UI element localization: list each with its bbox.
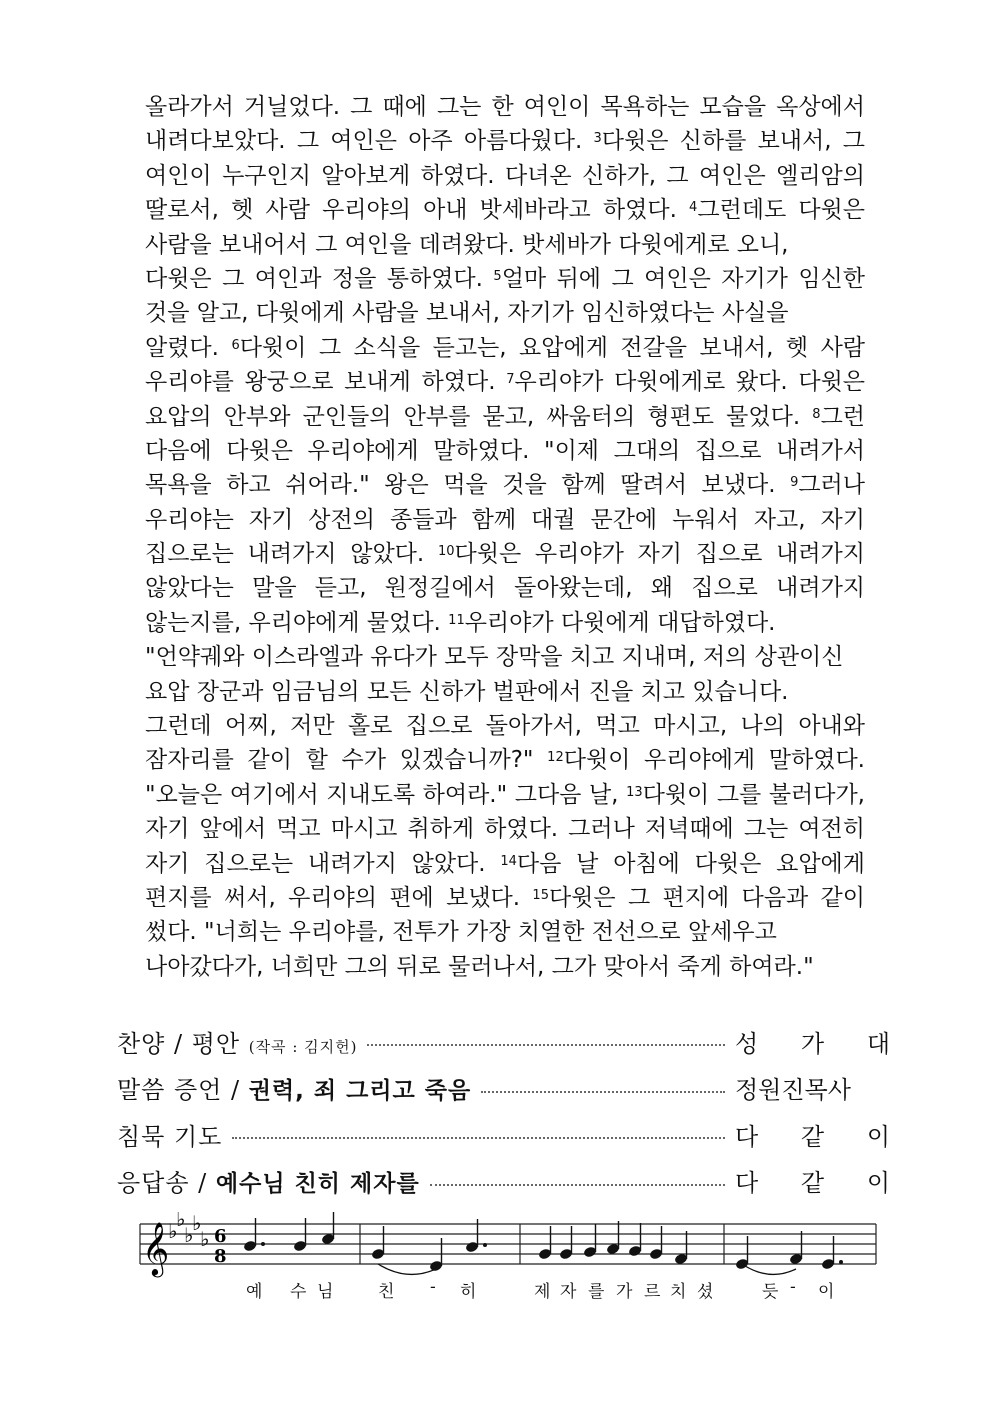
verse-number: 12 (547, 750, 564, 766)
verse-number: 10 (437, 544, 455, 560)
verse-number: 15 (532, 887, 549, 903)
order-leader: 정원진목사 (735, 1076, 851, 1105)
scripture-text-segment: 다윗은 그 편지에 다음과 같이 (548, 884, 865, 911)
treble-clef-icon: 𝄞 (142, 1221, 170, 1275)
leader-dots (232, 1137, 725, 1139)
scripture-text-segment: 우리야가 다윗에게로 왔다. 다윗은 (514, 369, 866, 396)
scripture-text-segment: 우리야를 왕궁으로 보내게 하였다. (145, 369, 507, 396)
scripture-text-segment: 자기 앞에서 먹고 마시고 취하게 하였다. 그러나 저녁때에 그는 여전히 (145, 816, 865, 843)
scripture-line (145, 640, 865, 674)
lyric-syllable: 르 (644, 1282, 661, 1302)
lyric-syllable: 듯 (762, 1282, 779, 1302)
order-composer: (작곡 : 김지헌) (248, 1037, 358, 1056)
order-title (117, 1163, 420, 1198)
order-label: 응답송 / (117, 1169, 216, 1198)
order-row (117, 1111, 890, 1158)
note-dot (483, 1243, 487, 1247)
svg-text:♭: ♭ (184, 1223, 194, 1247)
lyric-syllable: 제 (534, 1282, 551, 1302)
scripture-text-segment: 것을 알고, 다윗에게 사람을 보내서, 자기가 임신하였다는 사실을 (145, 300, 789, 327)
scripture-text-segment: 잠자리를 같이 할 수가 있겠습니까?" (145, 747, 548, 774)
scripture-text-segment: 다윗은 신하를 보내서, 그 (601, 128, 865, 155)
scripture-text-segment: 나아갔다가, 너희만 그의 뒤로 물러나서, 그가 맞아서 죽게 하여라." (145, 953, 814, 980)
slur (742, 1264, 796, 1274)
scripture-text-segment: 썼다. "너희는 우리야를, 전투가 가장 치열한 전선으로 앞세우고 (145, 919, 777, 946)
order-bold-title: 권력, 죄 그리고 죽음 (248, 1078, 472, 1105)
scripture-line (145, 571, 865, 605)
scripture-text-segment: 다윗이 우리야에게 말하였다. (563, 747, 865, 774)
scripture-line (145, 950, 865, 984)
verse-number: 13 (626, 784, 643, 800)
svg-text:♭: ♭ (192, 1212, 202, 1235)
scripture-line (145, 812, 865, 846)
scripture-text-segment: 우리야는 자기 상전의 종들과 함께 대궐 문간에 누워서 자고, 자기 (145, 506, 865, 533)
order-bold-title: 예수님 친히 제자를 (215, 1171, 420, 1198)
order-title (117, 1117, 222, 1152)
scripture-text-segment: 그런 (820, 403, 865, 430)
scripture-line (145, 743, 865, 777)
verse-number: 9 (790, 475, 799, 491)
scripture-line (145, 124, 865, 158)
scripture-line (145, 365, 865, 399)
lyric-syllable: 수 (290, 1282, 307, 1302)
verse-number: 14 (500, 853, 517, 869)
scripture-line (145, 709, 865, 743)
scripture-text-segment: 그런데도 다윗은 (697, 197, 865, 224)
scripture-text-segment: 다윗은 우리야가 자기 집으로 내려가지 (454, 541, 865, 568)
scripture-text-segment: 자기 집으로는 내려가지 않았다. (145, 850, 501, 877)
scripture-text-segment: 딸로서, 헷 사람 우리야의 아내 밧세바라고 하였다. (145, 197, 690, 224)
scripture-text-segment: 사람을 보내어서 그 여인을 데려왔다. 밧세바가 다윗에게로 오니, (145, 231, 789, 258)
verse-number: 5 (493, 268, 502, 284)
scripture-line (145, 400, 865, 434)
scripture-line (145, 675, 865, 709)
scripture-text (145, 90, 865, 984)
worship-order (117, 1018, 890, 1204)
scripture-line (145, 159, 865, 193)
scripture-line (145, 228, 865, 262)
scripture-line (145, 915, 865, 949)
scripture-line (145, 434, 865, 468)
scripture-text-segment: 그러나 (798, 472, 865, 499)
note-dot (261, 1242, 265, 1246)
verse-number: 8 (812, 406, 821, 422)
scripture-line (145, 537, 865, 571)
notes (243, 1212, 843, 1274)
scripture-line (145, 468, 865, 502)
order-title (117, 1024, 357, 1059)
lyric-syllable: 치 (670, 1282, 687, 1302)
scripture-line (145, 296, 865, 330)
scripture-line (145, 606, 865, 640)
time-sig-bottom: 8 (214, 1246, 227, 1267)
scripture-line (145, 778, 865, 812)
scripture-text-segment: "언약궤와 이스라엘과 유다가 모두 장막을 치고 지내며, 저의 상관이신 (145, 644, 844, 671)
scripture-text-segment: 요압 장군과 임금님의 모든 신하가 벌판에서 진을 치고 있습니다. (145, 678, 789, 705)
scripture-text-segment: 다윗은 그 여인과 정을 통하였다. (145, 265, 494, 292)
order-label: 말씀 증언 / (117, 1076, 249, 1105)
scripture-text-segment: 않는지를, 우리야에게 물었다. (145, 609, 449, 636)
order-label: 침묵 기도 (117, 1122, 223, 1151)
lyric-syllable: 가 (616, 1282, 633, 1302)
leader-dots (430, 1184, 725, 1186)
scripture-line (145, 90, 865, 124)
order-title (117, 1070, 471, 1105)
scripture-text-segment: 그런데 어찌, 저만 홀로 집으로 돌아가서, 먹고 마시고, 나의 아내와 (145, 713, 865, 740)
scripture-line (145, 881, 865, 915)
key-signature-flats (168, 1212, 209, 1251)
order-row (117, 1065, 890, 1112)
scripture-line (145, 331, 865, 365)
scripture-text-segment: 집으로는 내려가지 않았다. (145, 541, 438, 568)
staff-svg (138, 1212, 878, 1282)
scripture-text-segment: 다윗이 그를 불러다가, (642, 781, 865, 808)
lyric-syllable: 히 (460, 1282, 477, 1302)
verse-number: 4 (689, 200, 698, 216)
svg-text:♭: ♭ (168, 1219, 178, 1243)
svg-text:♭: ♭ (176, 1212, 186, 1231)
svg-text:♭: ♭ (200, 1227, 210, 1251)
lyric-syllable: - (430, 1277, 436, 1297)
lyric-syllable: 를 (588, 1282, 605, 1302)
verse-number: 3 (593, 131, 602, 147)
scripture-text-segment: "오늘은 여기에서 지내도록 하여라." 그다음 날, (145, 781, 627, 808)
lyric-syllable: 이 (818, 1282, 835, 1302)
verse-number: 6 (231, 337, 240, 353)
slur (378, 1264, 436, 1274)
scripture-text-segment: 요압의 안부와 군인들의 안부를 묻고, 싸움터의 형편도 물었다. (145, 403, 813, 430)
lyric-syllable: 님 (317, 1282, 334, 1302)
scripture-text-segment: 여인이 누구인지 알아보게 하였다. 다녀온 신하가, 그 여인은 엘리암의 (145, 162, 865, 189)
lyric-syllable: 친 (378, 1282, 395, 1302)
order-leader: 다 같 이 (735, 1122, 890, 1151)
scripture-text-segment: 않았다는 말을 듣고, 원정길에서 돌아왔는데, 왜 집으로 내려가지 (145, 575, 865, 602)
order-row (117, 1158, 890, 1205)
scripture-text-segment: 올라가서 거닐었다. 그 때에 그는 한 여인이 목욕하는 모습을 옥상에서 (145, 94, 865, 120)
scripture-line (145, 193, 865, 227)
lyric-syllable: - (790, 1277, 796, 1297)
lyric-syllable: 셨 (697, 1282, 714, 1302)
scripture-text-segment: 내려다보았다. 그 여인은 아주 아름다웠다. (145, 128, 594, 155)
order-row (117, 1018, 890, 1065)
scripture-text-segment: 우리야가 다윗에게 대답하였다. (464, 609, 776, 636)
leader-dots (481, 1091, 725, 1093)
scripture-text-segment: 다음 날 아침에 다윗은 요압에게 (516, 850, 865, 877)
order-leader: 성 가 대 (735, 1029, 890, 1058)
scripture-text-segment: 다윗이 그 소식을 듣고는, 요압에게 전갈을 보내서, 헷 사람 (239, 334, 866, 361)
scripture-text-segment: 알렸다. (145, 334, 232, 361)
scripture-text-segment: 다음에 다윗은 우리야에게 말하였다. "이제 그대의 집으로 내려가서 (145, 437, 865, 464)
scripture-text-segment: 목욕을 하고 쉬어라." 왕은 먹을 것을 함께 딸려서 보냈다. (145, 472, 791, 499)
scripture-line (145, 503, 865, 537)
order-leader: 다 같 이 (735, 1169, 890, 1198)
leader-dots (367, 1044, 725, 1046)
verse-number: 11 (448, 612, 465, 628)
scripture-text-segment: 얼마 뒤에 그 여인은 자기가 임신한 (501, 265, 865, 292)
order-label: 찬양 / 평안 (117, 1029, 249, 1058)
scripture-line (145, 262, 865, 296)
note-dot (839, 1260, 843, 1264)
time-sig-top: 6 (214, 1226, 227, 1247)
scripture-text-segment: 편지를 써서, 우리야의 편에 보냈다. (145, 884, 533, 911)
verse-number: 7 (506, 372, 515, 388)
lyric-syllable: 예 (246, 1282, 263, 1302)
scripture-line (145, 847, 865, 881)
lyric-syllable: 자 (560, 1282, 577, 1302)
